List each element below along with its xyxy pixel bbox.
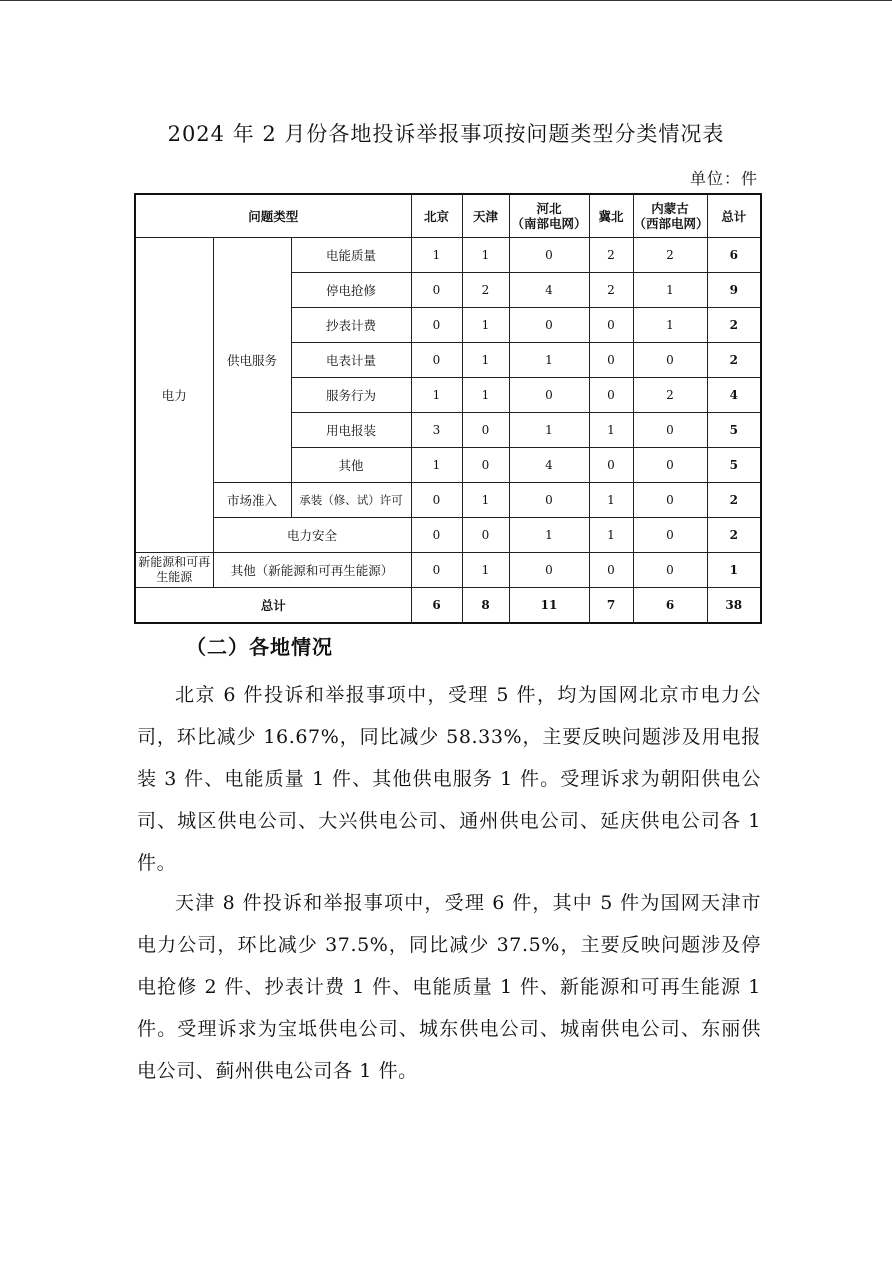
cell: 0 bbox=[411, 483, 462, 518]
cell: 0 bbox=[589, 378, 633, 413]
table-row bbox=[135, 518, 761, 553]
row-label: 停电抢修 bbox=[291, 273, 411, 308]
header-total: 总计 bbox=[707, 194, 761, 238]
paragraph-tianjin bbox=[137, 882, 761, 1092]
cell: 1 bbox=[462, 553, 509, 588]
cell: 1 bbox=[462, 308, 509, 343]
unit-label: 单位：件 bbox=[689, 169, 758, 188]
row-total: 5 bbox=[707, 413, 761, 448]
cell: 1 bbox=[411, 448, 462, 483]
cell: 0 bbox=[462, 518, 509, 553]
table-title: 2024 年 2 月份各地投诉举报事项按问题类型分类情况表 bbox=[167, 122, 725, 146]
cell: 0 bbox=[509, 378, 589, 413]
row-label: 电表计量 bbox=[291, 343, 411, 378]
column-total: 6 bbox=[633, 588, 707, 624]
cell: 0 bbox=[589, 448, 633, 483]
cell: 3 bbox=[411, 413, 462, 448]
cell: 0 bbox=[411, 308, 462, 343]
subgroup-market-access: 市场准入 bbox=[213, 483, 291, 518]
group-power: 电力 bbox=[135, 238, 213, 553]
paragraph-beijing bbox=[137, 674, 761, 884]
cell: 1 bbox=[509, 518, 589, 553]
row-total: 2 bbox=[707, 518, 761, 553]
header-region: 河北 （南部电网） bbox=[509, 194, 589, 238]
cell: 0 bbox=[509, 553, 589, 588]
cell: 0 bbox=[633, 448, 707, 483]
cell: 0 bbox=[411, 273, 462, 308]
cell: 0 bbox=[411, 553, 462, 588]
cell: 1 bbox=[411, 238, 462, 273]
cell: 1 bbox=[509, 343, 589, 378]
cell: 2 bbox=[589, 238, 633, 273]
row-total: 6 bbox=[707, 238, 761, 273]
cell: 0 bbox=[411, 343, 462, 378]
cell: 1 bbox=[411, 378, 462, 413]
cell: 1 bbox=[462, 343, 509, 378]
total-label: 总计 bbox=[135, 588, 411, 624]
table-row bbox=[135, 483, 761, 518]
row-label-new-energy-other: 其他（新能源和可再生能源） bbox=[213, 553, 411, 588]
cell: 4 bbox=[509, 448, 589, 483]
cell: 2 bbox=[462, 273, 509, 308]
column-total: 6 bbox=[411, 588, 462, 624]
page-top-border bbox=[0, 0, 892, 1]
row-label: 其他 bbox=[291, 448, 411, 483]
cell: 1 bbox=[462, 483, 509, 518]
subgroup-supply-service: 供电服务 bbox=[213, 238, 291, 483]
header-region: 天津 bbox=[462, 194, 509, 238]
row-label: 电能质量 bbox=[291, 238, 411, 273]
cell: 0 bbox=[509, 238, 589, 273]
cell: 0 bbox=[462, 448, 509, 483]
row-total: 1 bbox=[707, 553, 761, 588]
cell: 1 bbox=[589, 483, 633, 518]
cell: 0 bbox=[509, 308, 589, 343]
row-label: 承装（修、试）许可 bbox=[291, 483, 411, 518]
cell: 0 bbox=[411, 518, 462, 553]
cell: 2 bbox=[633, 378, 707, 413]
row-label: 服务行为 bbox=[291, 378, 411, 413]
table-row bbox=[135, 553, 761, 588]
column-total: 7 bbox=[589, 588, 633, 624]
cell: 0 bbox=[633, 343, 707, 378]
row-label: 用电报装 bbox=[291, 413, 411, 448]
row-label-power-safety: 电力安全 bbox=[213, 518, 411, 553]
cell: 1 bbox=[633, 308, 707, 343]
row-label: 抄表计费 bbox=[291, 308, 411, 343]
cell: 0 bbox=[633, 553, 707, 588]
table-row bbox=[135, 238, 761, 273]
cell: 0 bbox=[633, 518, 707, 553]
paragraph-text: 天津 8 件投诉和举报事项中，受理 6 件，其中 5 件为国网天津市电力公司，环比减少 37.5%，同比减少 37.5%，主要反映问题涉及停电抢修 2 件、抄表计费 1 件、电能质量 1 件、新能源和可再生能源 1 件。受理诉求为宝坻供电公司、城东供电公司、城南供电公司、东丽供电公司、蓟州供电公司各 1 件。 bbox=[137, 892, 761, 1082]
row-total: 4 bbox=[707, 378, 761, 413]
cell: 1 bbox=[509, 413, 589, 448]
row-total: 2 bbox=[707, 343, 761, 378]
grand-total: 38 bbox=[707, 588, 761, 624]
cell: 1 bbox=[589, 413, 633, 448]
section-heading: （二）各地情况 bbox=[186, 635, 333, 659]
cell: 0 bbox=[589, 308, 633, 343]
header-region: 北京 bbox=[411, 194, 462, 238]
header-category: 问题类型 bbox=[135, 194, 411, 238]
complaint-table bbox=[134, 193, 762, 624]
table-total-row bbox=[135, 588, 761, 624]
cell: 1 bbox=[462, 378, 509, 413]
header-region: 冀北 bbox=[589, 194, 633, 238]
paragraph-text: 北京 6 件投诉和举报事项中，受理 5 件，均为国网北京市电力公司，环比减少 16.67%，同比减少 58.33%，主要反映问题涉及用电报装 3 件、电能质量 1 件、其他供电服务 1 件。受理诉求为朝阳供电公司、城区供电公司、大兴供电公司、通州供电公司、延庆供电公司各 1 件。 bbox=[137, 684, 761, 874]
cell: 0 bbox=[633, 483, 707, 518]
cell: 0 bbox=[633, 413, 707, 448]
column-total: 11 bbox=[509, 588, 589, 624]
cell: 2 bbox=[633, 238, 707, 273]
cell: 0 bbox=[462, 413, 509, 448]
row-total: 2 bbox=[707, 308, 761, 343]
cell: 2 bbox=[589, 273, 633, 308]
row-total: 9 bbox=[707, 273, 761, 308]
column-total: 8 bbox=[462, 588, 509, 624]
cell: 4 bbox=[509, 273, 589, 308]
cell: 1 bbox=[633, 273, 707, 308]
cell: 0 bbox=[509, 483, 589, 518]
table-header-row bbox=[135, 194, 761, 238]
cell: 0 bbox=[589, 343, 633, 378]
row-total: 2 bbox=[707, 483, 761, 518]
header-region: 内蒙古 （西部电网） bbox=[633, 194, 707, 238]
cell: 1 bbox=[589, 518, 633, 553]
group-new-energy: 新能源和可再生能源 bbox=[135, 553, 213, 588]
cell: 1 bbox=[462, 238, 509, 273]
cell: 0 bbox=[589, 553, 633, 588]
row-total: 5 bbox=[707, 448, 761, 483]
